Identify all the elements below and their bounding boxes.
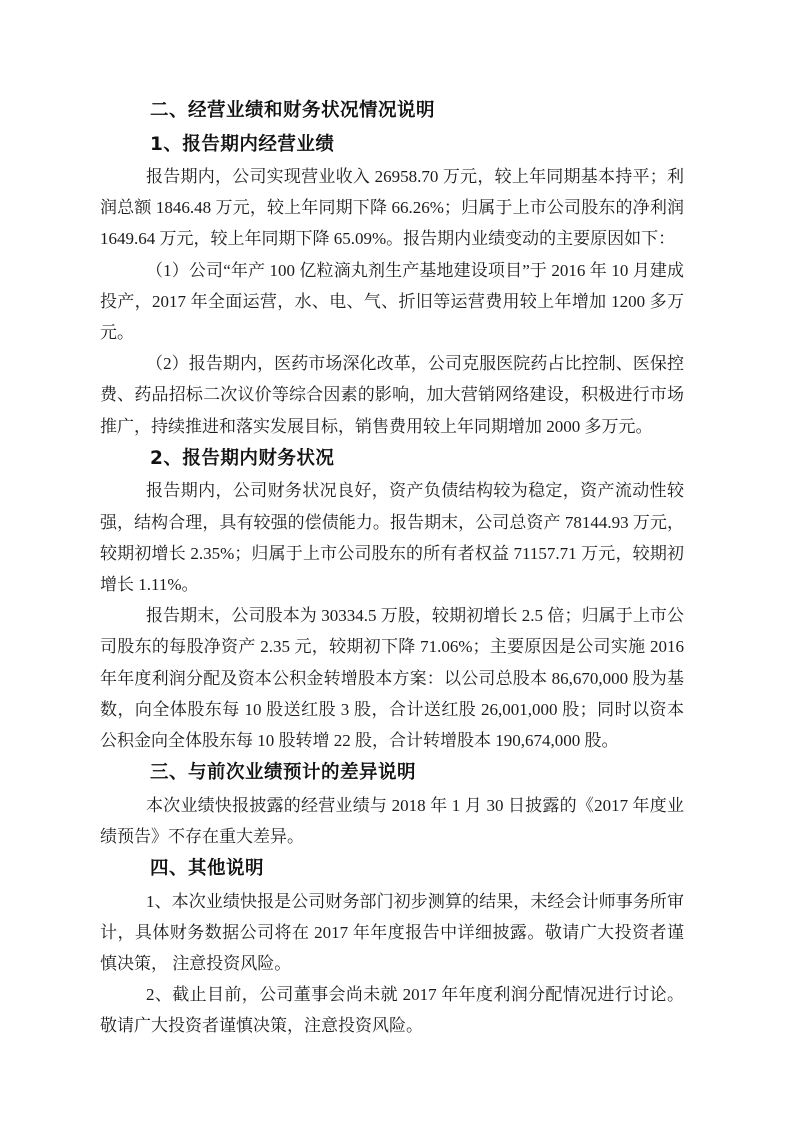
paragraph-financial-status-summary: 报告期内，公司财务状况良好，资产负债结构较为稳定，资产流动性较强，结构合理，具有较强的偿债能力。报告期末，公司总资产 78144.93 万元，较期初增长 2.35%；归属于上市公司股东的所有者权益 71157.71 万元，较期初增长 1.11%。 (100, 481, 684, 594)
paragraph-note-1-unaudited-data: 1、本次业绩快报是公司财务部门初步测算的结果，未经会计师事务所审计，具体财务数据公司将在 2017 年年度报告中详细披露。敬请广大投资者谨慎决策， 注意投资风险。 (100, 891, 684, 973)
heading-operating-results-and-financial-status: 二、经营业绩和财务状况情况说明 (150, 100, 436, 121)
heading-financial-status-in-period: 2、报告期内财务状况 (150, 447, 335, 469)
heading-difference-from-previous-forecast: 三、与前次业绩预计的差异说明 (150, 762, 417, 784)
document-content (100, 94, 684, 1042)
paragraph-operating-results-summary: 报告期内，公司实现营业收入 26958.70 万元，较上年同期基本持平；利润总额 1846.48 万元，较上年同期下降 66.26%；归属于上市公司股东的净利润 1649.64 万元，较上年同期下降 65.09%。报告期内业绩变动的主要原因如下： (100, 167, 684, 249)
paragraph-reason-2-market-reform: （2）报告期内，医药市场深化改革，公司克服医院药占比控制、医保控费、药品招标二次议价等综合因素的影响，加大营销网络建设，积极进行市场推广，持续推进和落实发展目标，销售费用较上年同期增加 2000 多万元。 (100, 354, 684, 436)
paragraph-share-capital-change: 报告期末，公司股本为 30334.5 万股，较期初增长 2.5 倍；归属于上市公司股东的每股净资产 2.35 元，较期初下降 71.06%；主要原因是公司实施 2016 年年度利润分配及资本公积金转增股本方案：以公司总股本 86,670,000 股为基数，向全体股东每 10 股送红股 3 股，合计送红股 26,001,000 股；同时以资本公积金向全体股东每 10 股转增 22 股，合计转增股本 190,674,000 股。 (100, 606, 684, 750)
paragraph-reason-1-production-base: （1）公司“年产 100 亿粒滴丸剂生产基地建设项目”于 2016 年 10 月建成投产，2017 年全面运营，水、电、气、折旧等运营费用较上年增加 1200 多万元。 (100, 260, 684, 343)
heading-other-notes: 四、其他说明 (150, 858, 265, 880)
paragraph-note-2-profit-distribution: 2、截止目前，公司董事会尚未就 2017 年年度利润分配情况进行讨论。敬请广大投资者谨慎决策，注意投资风险。 (100, 985, 684, 1036)
heading-operating-results-in-period: 1、报告期内经营业绩 (150, 133, 335, 155)
paragraph-no-material-difference: 本次业绩快报披露的经营业绩与 2018 年 1 月 30 日披露的《2017 年度业绩预告》不存在重大差异。 (100, 795, 684, 846)
